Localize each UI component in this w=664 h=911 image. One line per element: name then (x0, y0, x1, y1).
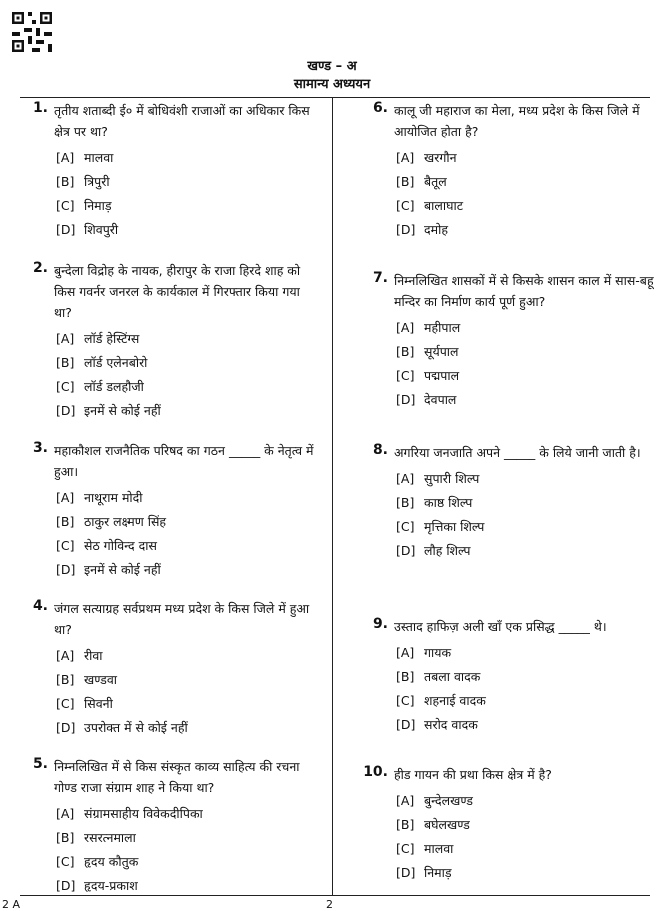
booklet-code: 2 A (2, 898, 21, 911)
option-c (396, 515, 654, 539)
option-text: सुपारी शिल्प (424, 471, 480, 486)
option-c (396, 689, 654, 713)
option-label: [B] (56, 174, 75, 189)
option-label: [B] (56, 514, 75, 529)
question-6 (354, 100, 654, 242)
question-number: 3. (32, 440, 48, 456)
question-1 (14, 100, 318, 242)
question-number: 8. (372, 442, 388, 458)
option-label: [D] (56, 720, 76, 735)
option-list (396, 146, 654, 242)
question-text: बुन्देला विद्रोह के नायक, हीरापुर के राजा हिरदे शाह को किस गवर्नर जनरल के कार्यकाल में गिरफ्तार किया गया था? (54, 263, 301, 320)
option-list (56, 486, 318, 582)
question-4 (14, 598, 318, 740)
option-text: हृदय कौतुक (84, 854, 139, 869)
option-text: लॉर्ड डलहौजी (84, 379, 144, 394)
option-label: [D] (56, 562, 76, 577)
question-number: 5. (32, 756, 48, 772)
option-text: पद्मपाल (424, 368, 460, 383)
question-7 (354, 270, 654, 412)
question-10 (354, 764, 654, 885)
option-text: खण्डवा (84, 672, 118, 687)
option-text: लॉर्ड हेस्टिंग्स (84, 331, 140, 346)
question-text: अगरिया जनजाति अपने _____ के लिये जानी जाती है। (394, 445, 641, 460)
option-label: [B] (396, 495, 415, 510)
option-label: [C] (396, 693, 415, 708)
option-a (56, 486, 318, 510)
option-c (396, 837, 654, 861)
question-2 (14, 260, 318, 423)
option-text: उपरोक्त में से कोई नहीं (84, 720, 188, 735)
option-label: [D] (396, 865, 416, 880)
option-label: [C] (396, 368, 415, 383)
option-text: महीपाल (424, 320, 461, 335)
option-text: लॉर्ड एलेनबोरो (84, 355, 148, 370)
page-number: 2 (326, 898, 333, 911)
option-label: [A] (56, 648, 75, 663)
option-text: खरगौन (424, 150, 457, 165)
question-number: 10. (363, 764, 388, 780)
question-text: निम्नलिखित में से किस संस्कृत काव्य साहित्य की रचना गोण्ड राजा संग्राम शाह ने किया था? (54, 759, 300, 795)
question-text: तृतीय शताब्दी ई० में बोधिवंशी राजाओं का अधिकार किस क्षेत्र पर था? (54, 103, 310, 139)
question-text: हीड गायन की प्रथा किस क्षेत्र में है? (394, 767, 552, 782)
question-number: 6. (372, 100, 388, 116)
option-label: [A] (396, 793, 415, 808)
option-label: [B] (56, 830, 75, 845)
option-b (56, 351, 318, 375)
option-text: गायक (424, 645, 452, 660)
question-number: 4. (32, 598, 48, 614)
option-label: [A] (56, 490, 75, 505)
option-text: मालवा (424, 841, 454, 856)
question-8 (354, 442, 654, 563)
option-text: लौह शिल्प (424, 543, 471, 558)
option-text: इनमें से कोई नहीं (84, 403, 161, 418)
option-list (56, 327, 318, 423)
option-a (56, 146, 318, 170)
option-c (396, 364, 654, 388)
option-label: [A] (396, 150, 415, 165)
option-text: सेठ गोविन्द दास (84, 538, 157, 553)
option-b (396, 491, 654, 515)
qr-code-icon (12, 12, 52, 52)
option-label: [B] (396, 344, 415, 359)
option-text: ठाकुर लक्ष्मण सिंह (84, 514, 167, 529)
option-text: सरोद वादक (424, 717, 478, 732)
option-d (396, 861, 654, 885)
option-text: देवपाल (424, 392, 457, 407)
question-3 (14, 440, 318, 582)
column-divider (332, 98, 333, 895)
option-label: [A] (56, 806, 75, 821)
option-text: मालवा (84, 150, 114, 165)
option-text: बैतूल (424, 174, 447, 189)
option-label: [A] (396, 471, 415, 486)
option-label: [A] (56, 331, 75, 346)
option-list (56, 802, 318, 898)
question-number: 2. (32, 260, 48, 276)
option-text: संग्रामसाहीय विवेकदीपिका (84, 806, 203, 821)
option-list (396, 789, 654, 885)
option-a (396, 641, 654, 665)
option-text: काष्ठ शिल्प (424, 495, 473, 510)
option-a (396, 789, 654, 813)
section-header (0, 58, 664, 94)
option-list (396, 467, 654, 563)
option-c (396, 194, 654, 218)
question-text: उस्ताद हाफिज़ अली खाँ एक प्रसिद्ध _____ थे। (394, 619, 607, 634)
option-a (396, 146, 654, 170)
section-title: खण्ड – अ (307, 59, 357, 74)
option-text: तबला वादक (424, 669, 481, 684)
option-list (56, 644, 318, 740)
option-b (396, 665, 654, 689)
option-list (56, 146, 318, 242)
option-d (396, 539, 654, 563)
option-text: त्रिपुरी (84, 174, 110, 189)
option-text: बुन्देलखण्ड (424, 793, 473, 808)
footer-divider (20, 895, 650, 896)
option-c (56, 194, 318, 218)
option-label: [D] (56, 222, 76, 237)
option-text: मृत्तिका शिल्प (424, 519, 485, 534)
option-b (396, 813, 654, 837)
option-text: रसरत्नमाला (84, 830, 136, 845)
question-text: जंगल सत्याग्रह सर्वप्रथम मध्य प्रदेश के किस जिले में हुआ था? (54, 601, 310, 637)
option-text: दमोह (424, 222, 448, 237)
option-text: सूर्यपाल (424, 344, 459, 359)
option-d (56, 558, 318, 582)
question-number: 9. (372, 616, 388, 632)
option-d (396, 388, 654, 412)
option-d (56, 218, 318, 242)
option-c (56, 534, 318, 558)
option-a (56, 644, 318, 668)
subject-title: सामान्य अध्ययन (293, 77, 371, 92)
option-text: नाथूराम मोदी (84, 490, 143, 505)
option-c (56, 375, 318, 399)
question-number: 1. (32, 100, 48, 116)
option-text: सिवनी (84, 696, 113, 711)
option-a (56, 802, 318, 826)
option-label: [B] (56, 672, 75, 687)
option-text: हृदय-प्रकाश (84, 878, 138, 893)
option-label: [D] (56, 878, 76, 893)
option-label: [D] (396, 392, 416, 407)
option-label: [D] (396, 543, 416, 558)
option-label: [C] (56, 538, 75, 553)
option-label: [C] (396, 841, 415, 856)
question-text: कालू जी महाराज का मेला, मध्य प्रदेश के किस जिले में आयोजित होता है? (394, 103, 640, 139)
option-d (56, 716, 318, 740)
option-c (56, 692, 318, 716)
option-b (56, 826, 318, 850)
option-a (396, 316, 654, 340)
option-b (396, 340, 654, 364)
option-c (56, 850, 318, 874)
option-a (56, 327, 318, 351)
option-list (396, 641, 654, 737)
question-5 (14, 756, 318, 898)
question-text: महाकौशल राजनैतिक परिषद का गठन _____ के नेतृत्व में हुआ। (54, 443, 314, 479)
option-text: शिवपुरी (84, 222, 119, 237)
question-text: निम्नलिखित शासकों में से किसके शासन काल में सास-बहू मन्दिर का निर्माण कार्य पूर्ण हुआ? (394, 273, 654, 309)
option-d (396, 218, 654, 242)
option-label: [A] (396, 320, 415, 335)
option-label: [D] (56, 403, 76, 418)
option-b (56, 170, 318, 194)
option-label: [D] (396, 717, 416, 732)
option-text: इनमें से कोई नहीं (84, 562, 161, 577)
option-label: [B] (396, 817, 415, 832)
option-label: [D] (396, 222, 416, 237)
option-label: [C] (56, 696, 75, 711)
option-label: [C] (56, 379, 75, 394)
option-label: [B] (396, 174, 415, 189)
option-label: [C] (56, 198, 75, 213)
option-label: [C] (56, 854, 75, 869)
option-label: [C] (396, 198, 415, 213)
question-number: 7. (372, 270, 388, 286)
option-b (396, 170, 654, 194)
option-b (56, 668, 318, 692)
option-label: [A] (56, 150, 75, 165)
option-d (396, 713, 654, 737)
question-9 (354, 616, 654, 737)
option-text: बघेलखण्ड (424, 817, 470, 832)
option-label: [B] (396, 669, 415, 684)
option-a (396, 467, 654, 491)
option-text: बालाघाट (424, 198, 464, 213)
option-text: शहनाई वादक (424, 693, 486, 708)
option-text: निमाड़ (84, 198, 112, 213)
option-list (396, 316, 654, 412)
option-label: [B] (56, 355, 75, 370)
option-d (56, 399, 318, 423)
option-text: रीवा (84, 648, 103, 663)
option-text: निमाड़ (424, 865, 452, 880)
option-label: [A] (396, 645, 415, 660)
option-b (56, 510, 318, 534)
header-divider (20, 97, 650, 98)
option-label: [C] (396, 519, 415, 534)
